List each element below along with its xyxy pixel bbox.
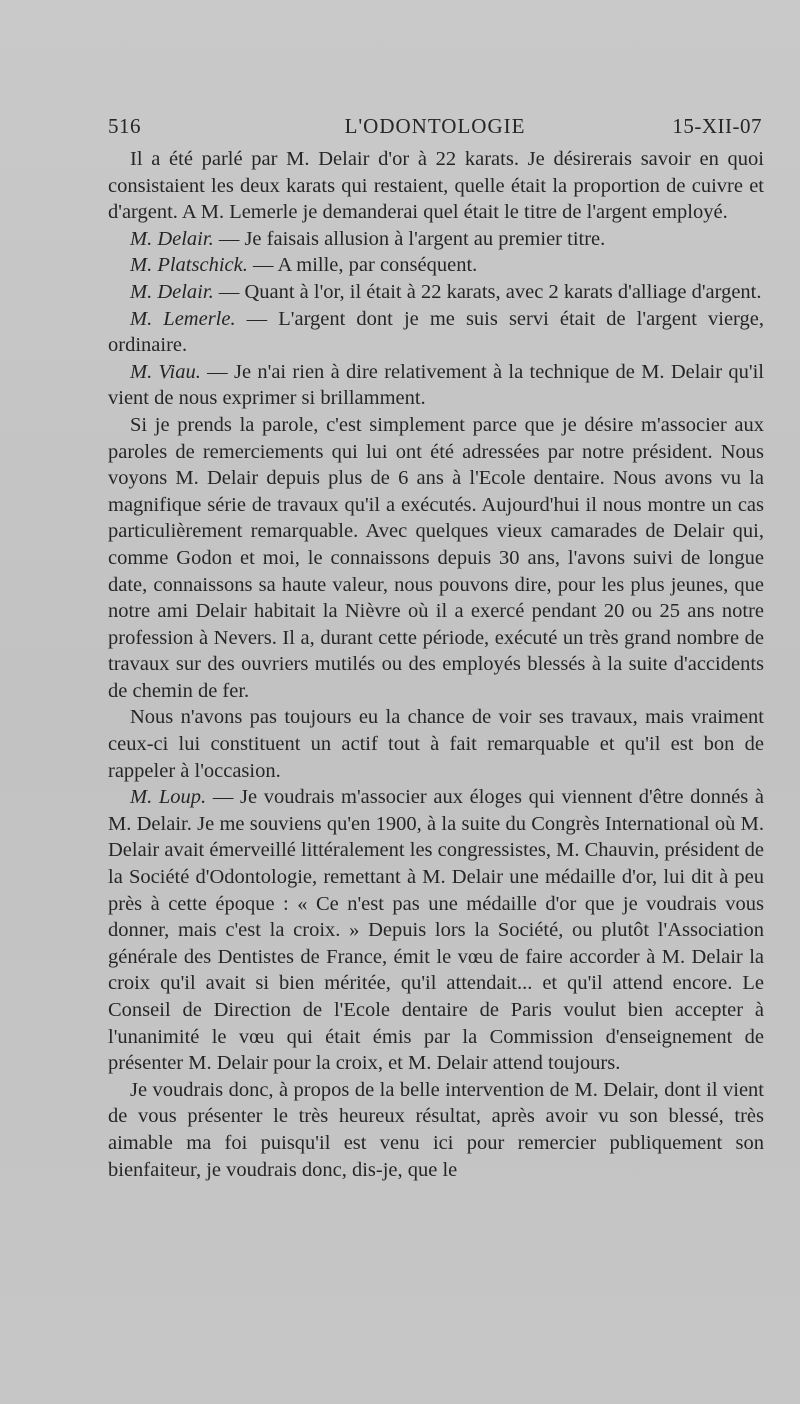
paragraph xyxy=(108,146,764,226)
paragraph xyxy=(108,252,764,279)
speaker-name: M. Lemerle. xyxy=(130,307,236,330)
paragraph-text: Je voudrais donc, à propos de la belle intervention de M. Delair, dont il vient de vous présenter le très heureux résultat, après avoir vu son blessé, très aimable ma foi puisqu'il est venu ici pour remercier publiquement son bienfaiteur, je voudrais donc, dis-je, que le xyxy=(108,1078,764,1181)
paragraph xyxy=(108,226,764,253)
paragraph-text: — Quant à l'or, il était à 22 karats, avec 2 karats d'alliage d'argent. xyxy=(213,280,762,303)
paragraph xyxy=(108,279,764,306)
page-number: 516 xyxy=(108,114,141,138)
journal-title: L'ODONTOLOGIE xyxy=(344,114,526,138)
speaker-name: M. Platschick. xyxy=(130,254,248,277)
paragraph-text: — Je voudrais m'associer aux éloges qui viennent d'être donnés à M. Delair. Je me souviens qu'en 1900, à la suite du Congrès International où M. Delair avait émerveillé littéralement les congressistes, M. Chauvin, président de la Société d'Odontologie, remettant à M. Delair une médaille d'or, lui dit à peu près à cette époque : « Ce n'est pas une médaille d'or que je voudrais vous donner, mais c'est la croix. » Depuis lors la Société, ou plutôt l'Association générale des Dentistes de France, émit le vœu de faire accorder à M. Delair la croix qu'il avait si bien méritée, qu'il attendait... et qu'il attend encore. Le Conseil de Direction de l'Ecole dentaire de Paris voulut bien accepter à l'unanimité le vœu qui était émis par la Commission d'enseignement de présenter M. Delair pour la croix, et M. Delair attend toujours. xyxy=(108,786,764,1075)
paragraph-text: — Je faisais allusion à l'argent au premier titre. xyxy=(213,227,606,250)
body-text xyxy=(108,146,764,1183)
speaker-name: M. Viau. xyxy=(130,360,201,383)
speaker-name: M. Delair. xyxy=(130,280,214,303)
paragraph xyxy=(108,704,764,784)
speaker-name: M. Delair. xyxy=(130,227,214,250)
paragraph-text: — A mille, par conséquent. xyxy=(247,254,478,277)
running-header xyxy=(108,114,762,144)
paragraph-text: — L'argent dont je me suis servi était de l'argent vierge, ordinaire. xyxy=(108,307,764,357)
paragraph-text: Si je prends la parole, c'est simplement parce que je désire m'associer aux paroles de remerciements qui lui ont été adressées par notre président. Nous voyons M. Delair depuis plus de 6 ans à l'Ecole dentaire. Nous avons vu la magnifique série de travaux qu'il a exécutés. Aujourd'hui il nous montre un cas particulièrement remarquable. Avec quelques vieux camarades de Delair qui, comme Godon et moi, le connaissons depuis 30 ans, l'avons suivi de longue date, connaissons sa haute valeur, nous pouvons dire, pour les plus jeunes, que notre ami Delair habitait la Nièvre où il a exercé pendant 20 ou 25 ans notre profession à Nevers. Il a, durant cette période, exécuté un très grand nombre de travaux sur des ouvriers mutilés ou des employés blessés à la suite d'accidents de chemin de fer. xyxy=(108,413,764,702)
paragraph xyxy=(108,412,764,705)
paragraph-text: Nous n'avons pas toujours eu la chance de voir ses travaux, mais vraiment ceux-ci lui constituent un actif tout à fait remarquable et qu'il est bon de rappeler à l'occasion. xyxy=(108,706,764,782)
speaker-name: M. Loup. xyxy=(130,786,207,809)
paragraph xyxy=(108,1077,764,1183)
paragraph xyxy=(108,784,764,1077)
issue-date: 15-XII-07 xyxy=(672,114,762,138)
paragraph-text: — Je n'ai rien à dire relativement à la technique de M. Delair qu'il vient de nous exprimer si brillamment. xyxy=(108,360,764,410)
paragraph-text: Il a été parlé par M. Delair d'or à 22 karats. Je désirerais savoir en quoi consistaient les deux karats qui restaient, quelle était la proportion de cuivre et d'argent. A M. Lemerle je demanderai quel était le titre de l'argent employé. xyxy=(108,148,764,224)
paragraph xyxy=(108,359,764,412)
paragraph xyxy=(108,306,764,359)
